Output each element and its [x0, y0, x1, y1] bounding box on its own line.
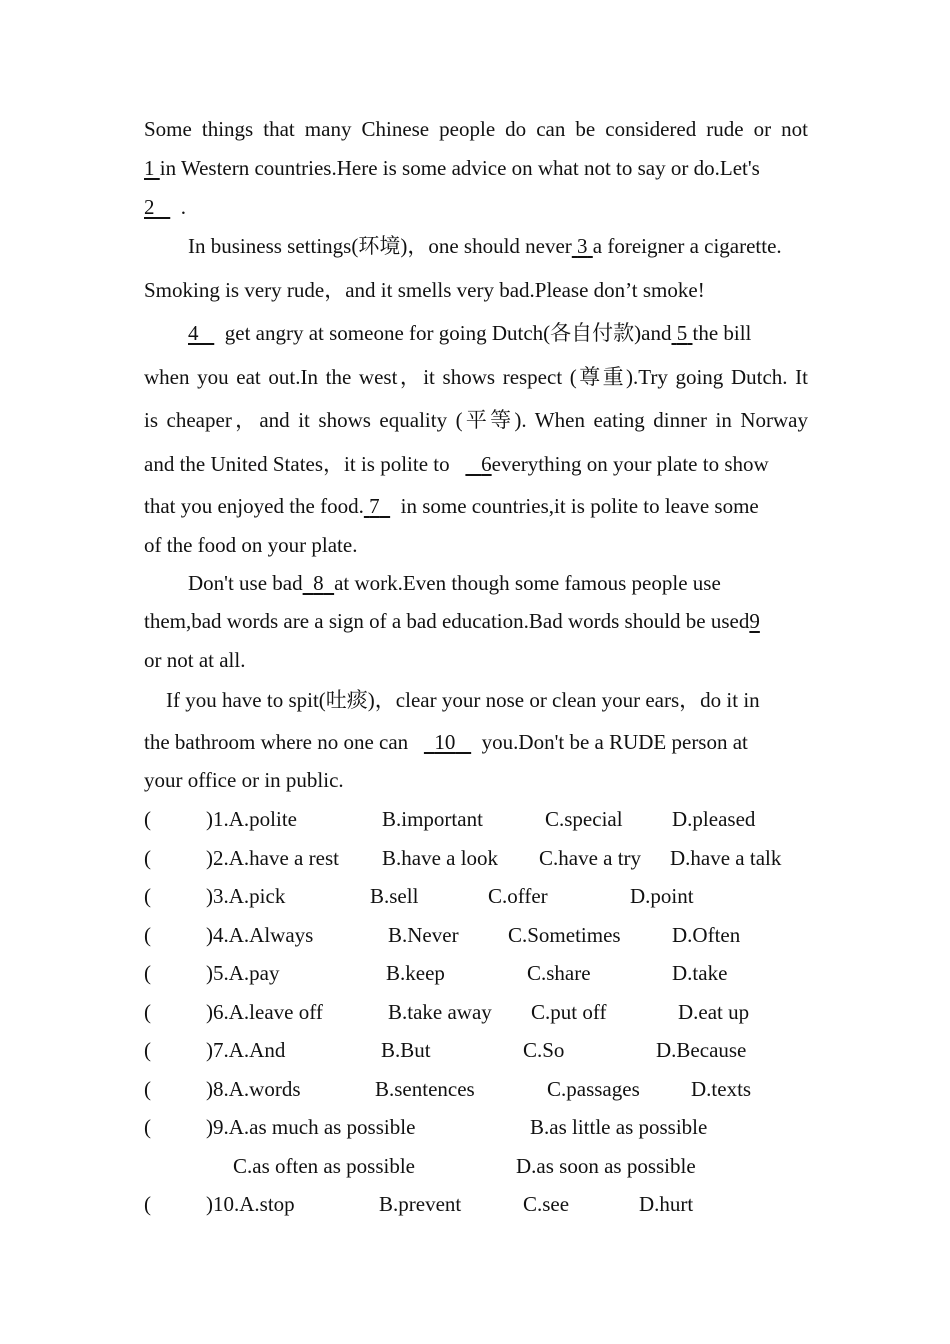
passage-line: the bathroom where no one can 10 you.Don't be a RUDE person at	[144, 730, 748, 754]
passage-line: Smoking is very rude，and it smells very bad.Please don’t smoke!	[144, 278, 705, 302]
question-number: )3.A.pick	[206, 884, 286, 908]
blank-3: 3	[577, 234, 588, 258]
answer-paren[interactable]: (	[144, 1077, 151, 1101]
answer-paren[interactable]: (	[144, 1038, 151, 1062]
answer-paren[interactable]: (	[144, 807, 151, 831]
option-c[interactable]: C.special	[545, 807, 623, 831]
answer-paren[interactable]: (	[144, 846, 151, 870]
question-number: )9.A.as much as possible	[206, 1115, 416, 1139]
answer-paren[interactable]: (	[144, 884, 151, 908]
question-number: )2.A.have a rest	[206, 846, 339, 870]
blank-1: 1	[144, 156, 155, 180]
option-a[interactable]: A.as much as possible	[228, 1115, 416, 1139]
option-c[interactable]: C.So	[523, 1038, 565, 1062]
blank-9: 9	[749, 609, 760, 633]
option-b[interactable]: B.important	[382, 807, 483, 831]
option-b[interactable]: B.take away	[388, 1000, 492, 1024]
passage-line: that you enjoyed the food. 7 in some countries,it is polite to leave some	[144, 494, 759, 518]
option-a[interactable]: A.have a rest	[228, 846, 339, 870]
option-d[interactable]: D.point	[630, 884, 694, 908]
passage-line: 2 .	[144, 195, 186, 219]
question-number: )8.A.words	[206, 1077, 301, 1101]
blank-4: 4	[188, 321, 199, 345]
blank-8: 8	[313, 571, 324, 595]
option-a[interactable]: A.words	[228, 1077, 301, 1101]
option-c[interactable]: C.see	[523, 1192, 570, 1216]
option-b[interactable]: B.keep	[386, 961, 445, 985]
option-a[interactable]: A.And	[228, 1038, 286, 1062]
question-number: )4.A.Always	[206, 923, 314, 947]
blank-6: 6	[481, 452, 492, 476]
passage-line: or not at all.	[144, 648, 246, 672]
option-d[interactable]: D.pleased	[672, 807, 756, 831]
passage-line: and the United States，it is polite to 6everything on your plate to show	[144, 452, 769, 476]
option-b[interactable]: B.Never	[388, 923, 459, 947]
option-b[interactable]: B.sell	[370, 884, 419, 908]
option-b[interactable]: B.sentences	[375, 1077, 475, 1101]
option-a[interactable]: A.pick	[228, 884, 286, 908]
option-c[interactable]: C.passages	[547, 1077, 640, 1101]
option-a[interactable]: A.Always	[228, 923, 314, 947]
option-c[interactable]: C.as often as possible	[233, 1154, 415, 1178]
answer-paren[interactable]: (	[144, 1115, 151, 1139]
passage-line: 1 in Western countries.Here is some advice on what not to say or do.Let's	[144, 156, 760, 180]
question-number: )6.A.leave off	[206, 1000, 323, 1024]
option-d[interactable]: D.Often	[672, 923, 741, 947]
option-c[interactable]: C.share	[527, 961, 591, 985]
question-number: )10.A.stop	[206, 1192, 295, 1216]
option-c[interactable]: C.put off	[531, 1000, 607, 1024]
blank-7: 7	[369, 494, 380, 518]
option-b[interactable]: B.prevent	[379, 1192, 462, 1216]
question-number: )1.A.polite	[206, 807, 297, 831]
option-c[interactable]: C.have a try	[539, 846, 642, 870]
option-d[interactable]: D.have a talk	[670, 846, 782, 870]
option-d[interactable]: D.Because	[656, 1038, 747, 1062]
option-a[interactable]: A.leave off	[228, 1000, 323, 1024]
answer-paren[interactable]: (	[144, 961, 151, 985]
option-d[interactable]: D.as soon as possible	[516, 1154, 696, 1178]
answer-paren[interactable]: (	[144, 1192, 151, 1216]
option-b[interactable]: B.as little as possible	[530, 1115, 708, 1139]
passage-line: If you have to spit(吐痰)，clear your nose or clean your ears，do it in	[166, 688, 760, 712]
passage-line: when you eat out.In the west，it shows respect (尊重).Try going Dutch. It	[144, 365, 808, 389]
passage-line: In business settings(环境)，one should never 3 a foreigner a cigarette.	[188, 234, 782, 258]
blank-5: 5	[676, 321, 688, 345]
passage-line: Some things that many Chinese people do can be considered rude or not	[144, 117, 808, 141]
passage-line: your office or in public.	[144, 768, 344, 792]
option-d[interactable]: D.hurt	[639, 1192, 694, 1216]
option-d[interactable]: D.texts	[691, 1077, 752, 1101]
option-d[interactable]: D.take	[672, 961, 728, 985]
option-c[interactable]: C.Sometimes	[508, 923, 621, 947]
question-number: )7.A.And	[206, 1038, 286, 1062]
option-a[interactable]: A.pay	[228, 961, 280, 985]
option-a[interactable]: A.stop	[239, 1192, 295, 1216]
blank-2: 2	[144, 195, 155, 219]
question-number: )5.A.pay	[206, 961, 280, 985]
answer-paren[interactable]: (	[144, 1000, 151, 1024]
answer-paren[interactable]: (	[144, 923, 151, 947]
passage-line: Don't use bad 8 at work.Even though some famous people use	[188, 571, 721, 595]
option-d[interactable]: D.eat up	[678, 1000, 750, 1024]
passage-line: of the food on your plate.	[144, 533, 358, 557]
passage-line: is cheaper，and it shows equality (平等). When eating dinner in Norway	[144, 408, 808, 432]
passage-line: them,bad words are a sign of a bad education.Bad words should be used9	[144, 609, 760, 633]
passage-line: 4 get angry at someone for going Dutch(各自付款)and 5 the bill	[188, 321, 752, 345]
option-c[interactable]: C.offer	[488, 884, 548, 908]
blank-10: 10	[434, 730, 456, 754]
option-a[interactable]: A.polite	[228, 807, 297, 831]
option-b[interactable]: B.have a look	[382, 846, 499, 870]
option-b[interactable]: B.But	[381, 1038, 431, 1062]
